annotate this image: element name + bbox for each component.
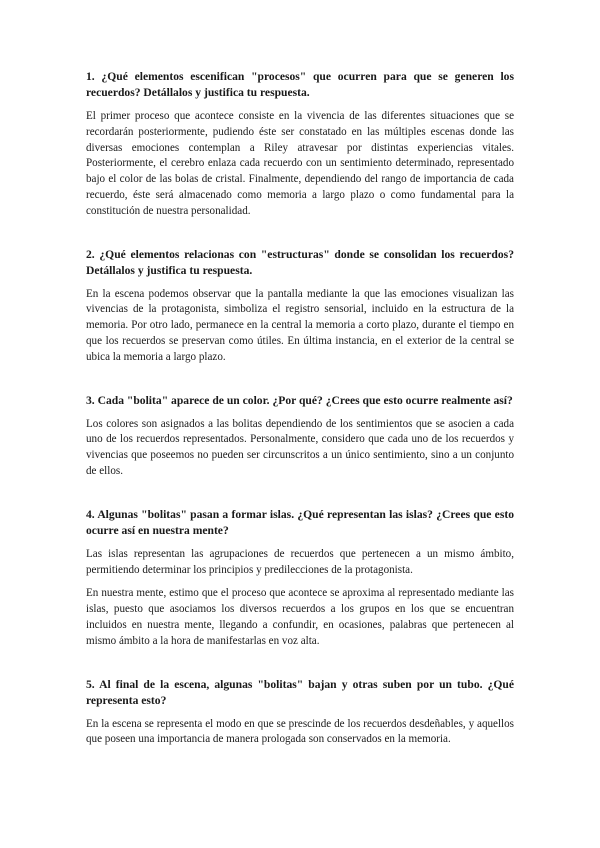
question-3-heading: 3. Cada "bolita" aparece de un color. ¿Por qué? ¿Crees que esto ocurre realmente así?	[86, 393, 513, 407]
question-section-3	[86, 393, 514, 480]
question-section-4	[86, 507, 514, 650]
answer-3-paragraph-1: Los colores son asignados a las bolitas dependiendo de los sentimientos que se asocien a cada uno de los recuerdos representados. Personalmente, considero que cada uno de los recuerdos y vivencias que poseemos no pueden ser circunscritos a un único sentimiento, sino a un conjunto de ellos.	[86, 417, 514, 477]
answer-4-paragraph-1: Las islas representan las agrupaciones de recuerdos que pertenecen a un mismo ámbito, permitiendo determinar los principios y predilecciones de la protagonista.	[86, 547, 514, 576]
question-1-heading: 1. ¿Qué elementos escenifican "procesos" que ocurren para que se generen los recuerdos? Detállalos y justifica tu respuesta.	[86, 70, 514, 99]
answer-2-paragraph-1: En la escena podemos observar que la pantalla mediante la que las emociones visualizan las vivencias de la protagonista, simboliza el registro sensorial, incluido en la estructura de la memoria. Por otro lado, permanece en la central la memoria a corto plazo, durante el tiempo en que los recuerdos se preservan como útiles. En última instancia, en el exterior de la central se ubica la memoria a largo plazo.	[86, 287, 514, 363]
document-body	[86, 69, 514, 756]
question-section-1	[86, 69, 514, 220]
question-2-heading: 2. ¿Qué elementos relacionas con "estructuras" donde se consolidan los recuerdos? Detállalos y justifica tu respuesta.	[86, 247, 514, 277]
question-section-2	[86, 247, 514, 366]
answer-4-paragraph-2: En nuestra mente, estimo que el proceso que acontece se aproxima al representado mediante las islas, puesto que asociamos los diversos recuerdos a los grupos en los que se encuentran incluidos en nuestra mente, llegando a confundir, en ocasiones, palabras que pertenecen al mismo ámbito a la hora de manifestarlas en voz alta.	[86, 587, 514, 647]
question-5-heading: 5. Al final de la escena, algunas "bolitas" bajan y otras suben por un tubo. ¿Qué representa esto?	[86, 677, 514, 707]
question-section-5	[86, 677, 514, 749]
answer-5-paragraph-1: En la escena se representa el modo en que se prescinde de los recuerdos desdeñables, y aquellos que poseen una importancia de manera prologada son conservados en la memoria.	[86, 717, 514, 746]
question-4-heading: 4. Algunas "bolitas" pasan a formar islas. ¿Qué representan las islas? ¿Crees que esto ocurre así en nuestra mente?	[86, 507, 514, 537]
answer-1-paragraph-1: El primer proceso que acontece consiste en la vivencia de las diferentes situaciones que se recordarán posteriormente, pudiendo éste ser constatado en las múltiples escenas donde las diversas emociones contemplan a Riley atravesar por distintas experiencias vitales. Posteriormente, el cerebro enlaza cada recuerdo con un sentimiento determinado, representado bajo el color de las bolas de cristal. Finalmente, dependiendo del rango de importancia de cada recuerdo, éste será almacenado como memoria a largo plazo o como fundamental para la constitución de nuestra personalidad.	[86, 110, 514, 217]
